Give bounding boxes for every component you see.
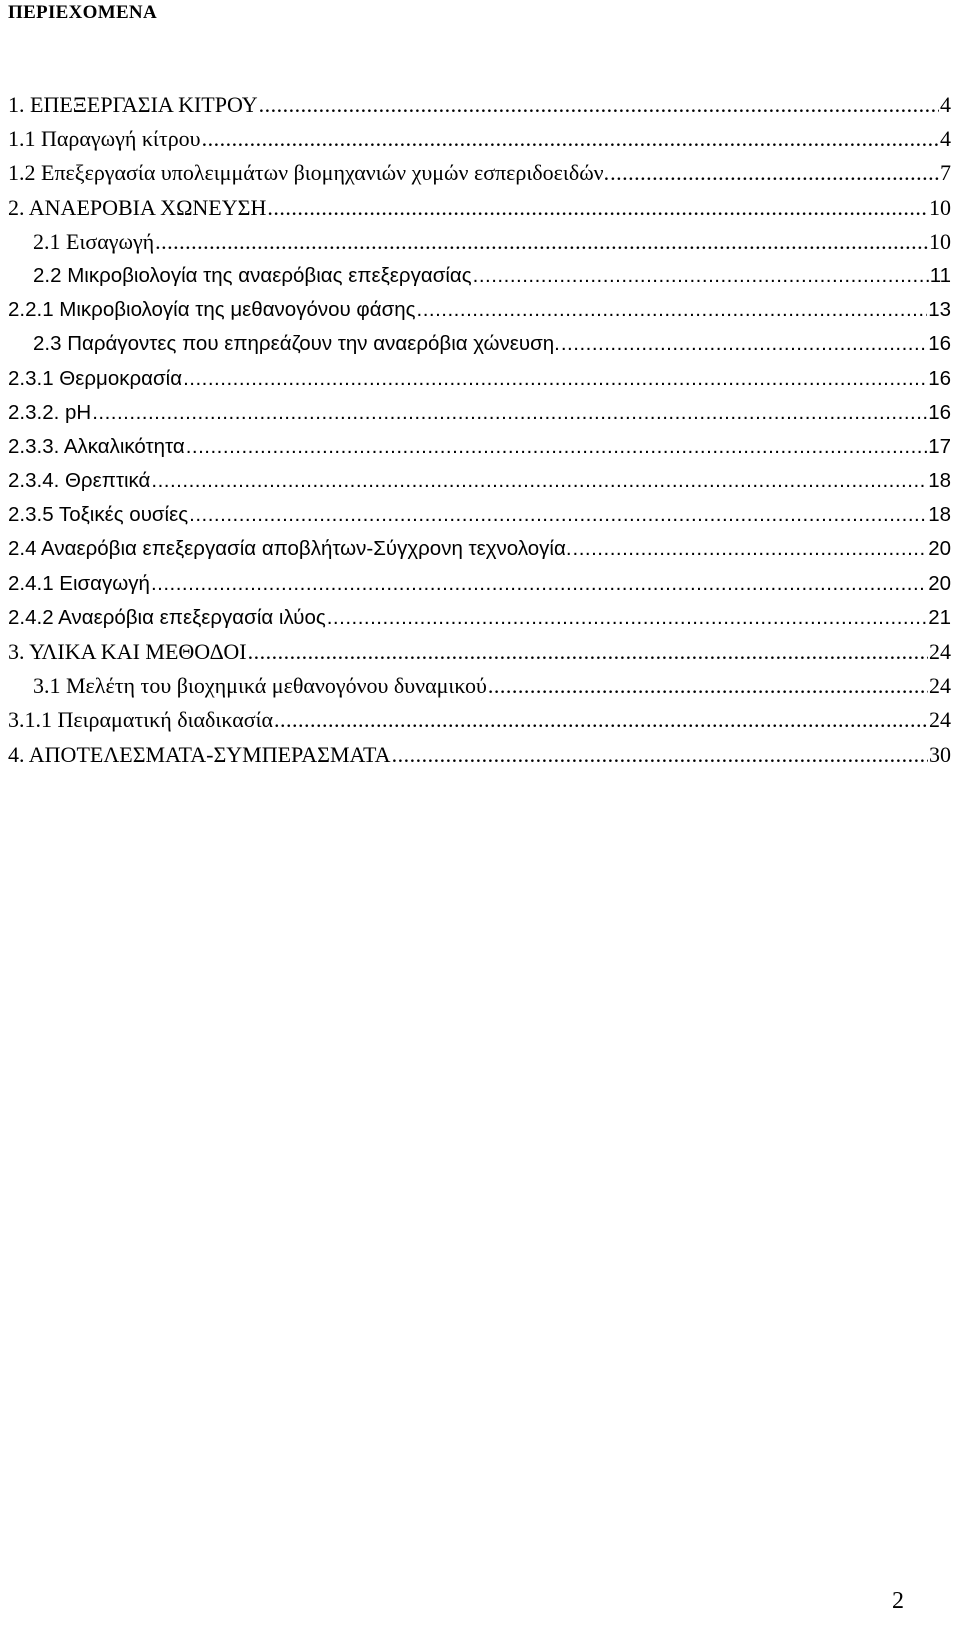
dot-leader bbox=[248, 635, 928, 669]
toc-entry[interactable] bbox=[8, 362, 951, 396]
toc-entry-page: 7 bbox=[940, 160, 951, 186]
page-number-footer bbox=[0, 1588, 913, 1615]
toc-entry-page: 13 bbox=[928, 298, 951, 322]
dot-leader bbox=[151, 567, 927, 601]
toc-entry-label: 1.1 Παραγωγή κίτρου bbox=[8, 126, 201, 152]
toc-entry[interactable] bbox=[8, 703, 951, 737]
toc-entry-page: 16 bbox=[928, 332, 951, 356]
toc-entry-label: 3. ΥΛΙΚΑ ΚΑΙ ΜΕΘΟΔΟΙ bbox=[8, 639, 247, 664]
dot-leader bbox=[183, 362, 927, 396]
toc-entry[interactable] bbox=[8, 293, 951, 327]
dot-leader bbox=[473, 259, 929, 293]
dot-leader bbox=[488, 669, 928, 703]
dot-leader bbox=[610, 156, 939, 190]
toc-entry-page: 24 bbox=[929, 707, 951, 733]
dot-leader bbox=[259, 88, 939, 122]
toc-entry[interactable] bbox=[8, 738, 951, 772]
toc-entry[interactable] bbox=[8, 532, 951, 566]
toc-entry-label: 3.1 Μελέτη του βιοχημικά μεθανογόνου δυναμικού bbox=[33, 673, 487, 699]
dot-leader bbox=[274, 703, 928, 737]
dot-leader bbox=[155, 225, 928, 259]
toc-entry-label: 2. ΑΝΑΕΡΟΒΙΑ ΧΩΝΕΥΣΗ bbox=[8, 194, 267, 220]
dot-leader bbox=[327, 601, 927, 635]
dot-leader bbox=[92, 396, 927, 430]
toc-entry-label: 2.4.1 Εισαγωγή bbox=[8, 571, 150, 595]
toc-entry[interactable] bbox=[8, 669, 951, 703]
toc-entry-page: 4 bbox=[940, 92, 951, 117]
dot-leader bbox=[561, 327, 927, 361]
dot-leader bbox=[267, 191, 928, 225]
page-number: 2 bbox=[892, 1588, 904, 1614]
toc-entry-page: 10 bbox=[929, 228, 951, 254]
toc-entry-page: 18 bbox=[928, 503, 951, 527]
toc-entry-page: 20 bbox=[928, 537, 951, 561]
toc-entry-page: 20 bbox=[928, 571, 951, 595]
toc-entry-label: 2.3.2. pH bbox=[8, 400, 92, 424]
toc-entry[interactable] bbox=[8, 259, 951, 293]
toc-entry[interactable] bbox=[8, 635, 951, 669]
toc-entry-page: 21 bbox=[928, 605, 951, 629]
dot-leader bbox=[573, 532, 928, 566]
toc-entry-page: 24 bbox=[929, 673, 951, 699]
toc-entry-page: 11 bbox=[929, 263, 951, 287]
toc-entry-label: 2.3 Παράγοντες που επηρεάζουν την αναερόβια χώνευση. bbox=[33, 332, 560, 356]
toc-entry-page: 18 bbox=[928, 469, 951, 493]
toc-entry-page: 30 bbox=[929, 741, 951, 767]
dot-leader bbox=[392, 738, 928, 772]
toc-entry-label: 1.2 Επεξεργασία υπολειμμάτων βιομηχανιών χυμών εσπεριδοειδών. bbox=[8, 160, 610, 186]
toc-entry-page: 10 bbox=[929, 194, 951, 220]
toc-entry-label: 3.1.1 Πειραματική διαδικασία bbox=[8, 707, 274, 733]
toc-entry[interactable] bbox=[8, 498, 951, 532]
toc-entry-label: 2.3.5 Τοξικές ουσίες bbox=[8, 503, 189, 527]
toc-entry-label: 2.4.2 Αναερόβια επεξεργασία ιλύος bbox=[8, 605, 326, 629]
toc-entry-page: 16 bbox=[928, 366, 951, 390]
toc-entry[interactable] bbox=[8, 464, 951, 498]
dot-leader bbox=[417, 293, 928, 327]
toc-entry-label: 2.2.1 Μικροβιολογία της μεθανογόνου φάσης bbox=[8, 298, 416, 322]
toc-entry[interactable] bbox=[8, 225, 951, 259]
page-title: ΠΕΡΙΕΧΟΜΕΝΑ bbox=[8, 2, 157, 23]
toc-entry[interactable] bbox=[8, 156, 951, 190]
toc-entry-label: 2.3.4. Θρεπτικά bbox=[8, 469, 151, 493]
toc-entry[interactable] bbox=[8, 567, 951, 601]
toc-entry-label: 2.4 Αναερόβια επεξεργασία αποβλήτων-Σύγχρονη τεχνολογία. bbox=[8, 537, 572, 561]
toc-entry[interactable] bbox=[8, 122, 951, 156]
dot-leader bbox=[151, 464, 927, 498]
toc-entry[interactable] bbox=[8, 191, 951, 225]
toc-entry-label: 1. ΕΠΕΞΕΡΓΑΣΙΑ ΚΙΤΡΟΥ bbox=[8, 92, 258, 117]
toc-entry[interactable] bbox=[8, 430, 951, 464]
toc-entry-label: 2.2 Μικροβιολογία της αναερόβιας επεξεργασίας bbox=[33, 263, 472, 287]
toc-entry-page: 4 bbox=[940, 126, 951, 152]
toc-entry[interactable] bbox=[8, 396, 951, 430]
toc-entry-label: 2.1 Εισαγωγή bbox=[33, 228, 155, 254]
toc-entry[interactable] bbox=[8, 327, 951, 361]
toc-entry[interactable] bbox=[8, 88, 951, 122]
dot-leader bbox=[189, 498, 927, 532]
dot-leader bbox=[186, 430, 927, 464]
toc-entry[interactable] bbox=[8, 601, 951, 635]
toc-entry-page: 17 bbox=[928, 434, 951, 458]
toc-entry-label: 2.3.3. Αλκαλικότητα bbox=[8, 434, 185, 458]
toc-entry-label: 4. ΑΠΟΤΕΛΕΣΜΑΤΑ-ΣΥΜΠΕΡΑΣΜΑΤΑ bbox=[8, 741, 391, 767]
toc-entry-page: 16 bbox=[928, 400, 951, 424]
dot-leader bbox=[202, 122, 939, 156]
table-of-contents bbox=[8, 88, 951, 772]
toc-entry-page: 24 bbox=[929, 639, 951, 664]
toc-entry-label: 2.3.1 Θερμοκρασία bbox=[8, 366, 183, 390]
